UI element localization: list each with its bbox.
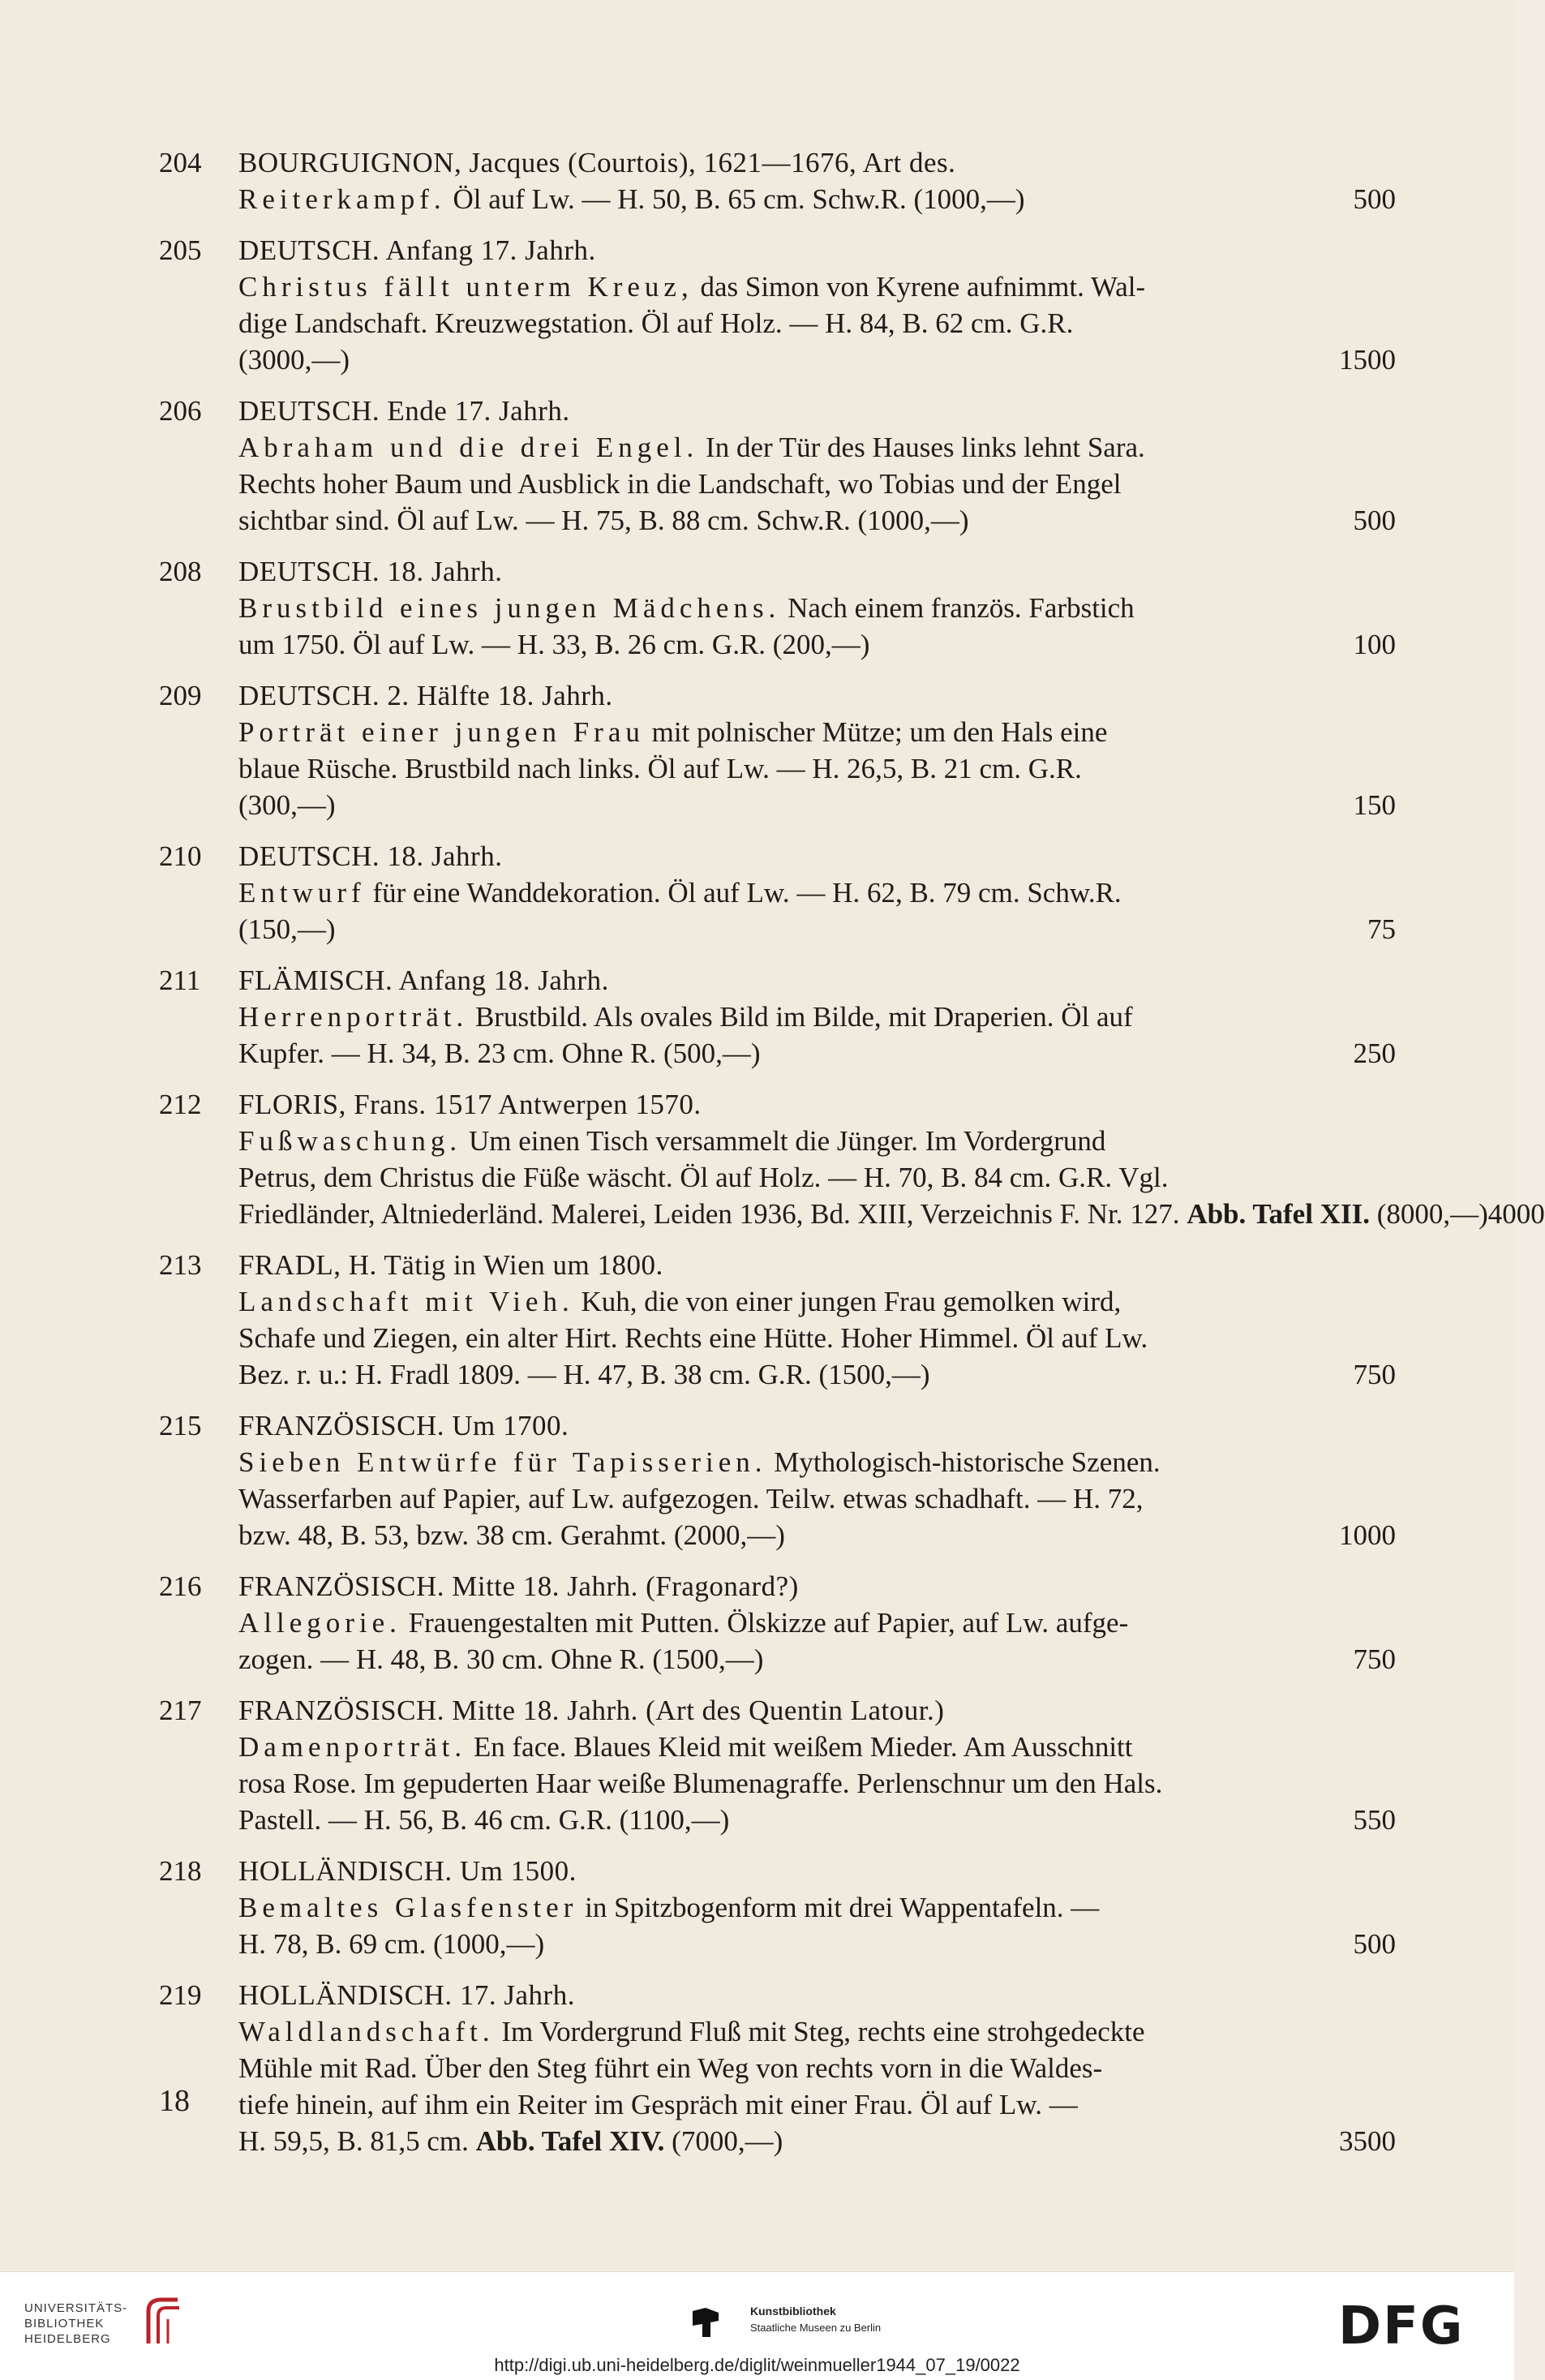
lot-text-line xyxy=(238,1889,1396,1926)
page-number: 18 xyxy=(159,2084,190,2118)
lot-text-line xyxy=(238,750,1396,787)
lot-text-line xyxy=(238,1159,1396,1196)
lot-entry xyxy=(159,1568,1396,1678)
lot-text-line xyxy=(238,305,1396,342)
lot-text: Pastell. — H. 56, B. 46 cm. G.R. (1100,—) xyxy=(238,1804,730,1836)
lot-description xyxy=(238,1853,1396,1962)
lot-title: Damenporträt. xyxy=(238,1731,467,1763)
lot-number: 211 xyxy=(159,964,201,996)
lot-description xyxy=(238,393,1396,539)
lot-text: bzw. 48, B. 53, bzw. 38 cm. Gerahmt. (2000,—) xyxy=(238,1519,785,1551)
lot-artist: FRANZÖSISCH. Mitte 18. Jahrh. (Art des Quentin Latour.) xyxy=(238,1695,945,1726)
lot-entry xyxy=(159,393,1396,539)
lot-artist: FRADL, H. Tätig in Wien um 1800. xyxy=(238,1249,663,1281)
lot-title: Entwurf xyxy=(238,877,366,909)
lot-price: 500 xyxy=(1353,505,1396,536)
lot-title: Sieben Entwürfe für Tapisserien. xyxy=(238,1446,767,1478)
lot-text-line xyxy=(238,1320,1396,1356)
lot-artist: HOLLÄNDISCH. 17. Jahrh. xyxy=(238,1979,575,2011)
lot-entry xyxy=(159,677,1396,823)
lot-description xyxy=(238,1407,1396,1553)
lot-description xyxy=(238,553,1396,663)
lot-list xyxy=(159,144,1545,2174)
lot-text-line xyxy=(238,1196,1545,1232)
lot-artist: FRANZÖSISCH. Mitte 18. Jahrh. (Fragonard?) xyxy=(238,1570,799,1602)
lot-description xyxy=(238,232,1396,378)
lot-text: Schafe und Ziegen, ein alter Hirt. Rechts eine Hütte. Hoher Himmel. Öl auf Lw. xyxy=(238,1322,1148,1354)
lot-price: 100 xyxy=(1353,629,1396,660)
lot-description xyxy=(238,677,1396,823)
lot-description xyxy=(238,144,1396,217)
lot-price: 150 xyxy=(1353,789,1396,821)
lot-text: Friedländer, Altniederländ. Malerei, Leiden 1936, Bd. XIII, Verzeichnis F. Nr. 127. xyxy=(238,1198,1180,1230)
lot-text-line xyxy=(238,1356,1396,1393)
lot-text: dige Landschaft. Kreuzwegstation. Öl auf Holz. — H. 84, B. 62 cm. G.R. xyxy=(238,307,1074,339)
lot-entry xyxy=(159,1853,1396,1962)
lot-text-line xyxy=(238,787,1396,823)
lot-text: Petrus, dem Christus die Füße wäscht. Öl auf Holz. — H. 70, B. 84 cm. G.R. Vgl. xyxy=(238,1162,1169,1193)
lot-description xyxy=(238,962,1396,1072)
lot-number: 208 xyxy=(159,556,202,587)
lot-text-line xyxy=(238,2123,1396,2159)
lot-title: Bemaltes Glasfenster xyxy=(238,1892,578,1923)
lot-text: Um einen Tisch versammelt die Jünger. Im Vordergrund xyxy=(461,1125,1106,1157)
lot-text: H. 59,5, B. 81,5 cm. xyxy=(238,2125,469,2157)
lot-text-line xyxy=(238,999,1396,1035)
lot-text: (300,—) xyxy=(238,789,336,821)
lot-text-line xyxy=(238,911,1396,947)
lot-text-line xyxy=(238,874,1396,911)
lot-title: Herrenporträt. xyxy=(238,1001,469,1033)
lot-text-line xyxy=(238,2013,1396,2050)
lot-description xyxy=(238,1247,1396,1393)
lot-number: 219 xyxy=(159,1979,202,2011)
lot-text: Im Vordergrund Fluß mit Steg, rechts eine strohgedeckte xyxy=(494,2016,1145,2047)
lot-description xyxy=(238,1977,1396,2159)
lot-text-line xyxy=(238,1641,1396,1678)
lot-title: Abraham und die drei Engel. xyxy=(238,432,699,463)
lot-entry xyxy=(159,962,1396,1072)
university-logo-icon xyxy=(142,2295,184,2347)
lot-entry xyxy=(159,1247,1396,1393)
lot-text: mit polnischer Mütze; um den Hals eine xyxy=(644,716,1108,748)
lot-text: H. 78, B. 69 cm. (1000,—) xyxy=(238,1928,545,1960)
lot-price: 250 xyxy=(1353,1037,1396,1069)
lot-artist: DEUTSCH. Anfang 17. Jahrh. xyxy=(238,234,596,266)
lot-price: 4000 xyxy=(1487,1198,1545,1230)
lot-price: 1500 xyxy=(1339,344,1396,376)
lot-text: rosa Rose. Im gepuderten Haar weiße Blumenagraffe. Perlenschnur um den Hals. xyxy=(238,1768,1163,1799)
lot-description xyxy=(238,1086,1545,1232)
lot-text-line xyxy=(238,2086,1396,2123)
lot-text: Kuh, die von einer jungen Frau gemolken wird, xyxy=(573,1286,1122,1317)
lot-text-line xyxy=(238,1926,1396,1962)
lot-number: 209 xyxy=(159,680,202,711)
permalink-url[interactable]: http://digi.ub.uni-heidelberg.de/diglit/weinmueller1944_07_19/0022 xyxy=(494,2355,1020,2375)
lot-text: in Spitzbogenform mit drei Wappentafeln. — xyxy=(577,1892,1100,1923)
lot-entry xyxy=(159,838,1396,947)
lot-estimate: (7000,—) xyxy=(664,2125,783,2157)
lot-entry xyxy=(159,1692,1396,1838)
lot-text: um 1750. Öl auf Lw. — H. 33, B. 26 cm. G.R. (200,—) xyxy=(238,629,870,660)
lot-artist: DEUTSCH. 2. Hälfte 18. Jahrh. xyxy=(238,680,613,711)
lot-price: 500 xyxy=(1353,1928,1396,1960)
lot-price: 750 xyxy=(1353,1359,1396,1390)
lot-price: 500 xyxy=(1353,183,1396,215)
lot-text-line xyxy=(238,1765,1396,1802)
university-library-name: UNIVERSITÄTS- BIBLIOTHEK HEIDELBERG xyxy=(24,2301,128,2346)
lot-number: 213 xyxy=(159,1249,202,1281)
lot-text: blaue Rüsche. Brustbild nach links. Öl auf Lw. — H. 26,5, B. 21 cm. G.R. xyxy=(238,753,1082,784)
lot-estimate: (8000,—) xyxy=(1369,1198,1488,1230)
lot-artist: FLORIS, Frans. 1517 Antwerpen 1570. xyxy=(238,1089,702,1120)
lot-text: Kupfer. — H. 34, B. 23 cm. Ohne R. (500,—) xyxy=(238,1037,761,1069)
lot-artist: FLÄMISCH. Anfang 18. Jahrh. xyxy=(238,964,609,996)
lot-entry xyxy=(159,1086,1545,1232)
lot-text: Mühle mit Rad. Über den Steg führt ein Weg von rechts vorn in die Waldes- xyxy=(238,2052,1103,2084)
lot-title: Allegorie. xyxy=(238,1607,401,1639)
lot-title: Brustbild eines jungen Mädchens. xyxy=(238,592,781,624)
lot-entry xyxy=(159,553,1396,663)
lot-artist: DEUTSCH. 18. Jahrh. xyxy=(238,556,503,587)
lot-text: Nach einem französ. Farbstich xyxy=(780,592,1135,624)
lot-text: Rechts hoher Baum und Ausblick in die Landschaft, wo Tobias und der Engel xyxy=(238,468,1122,500)
lot-description xyxy=(238,1692,1396,1838)
lot-text-line xyxy=(238,502,1396,539)
lot-description xyxy=(238,838,1396,947)
lot-text: En face. Blaues Kleid mit weißem Mieder. Am Ausschnitt xyxy=(466,1731,1133,1763)
lot-text-line xyxy=(238,181,1396,217)
plate-reference: Abb. Tafel XII. xyxy=(1187,1198,1370,1230)
lot-text-line xyxy=(238,342,1396,378)
lot-text-line xyxy=(238,1035,1396,1072)
lot-text-line xyxy=(238,590,1396,626)
lot-entry xyxy=(159,232,1396,378)
lot-text: tiefe hinein, auf ihm ein Reiter im Gespräch mit einer Frau. Öl auf Lw. — xyxy=(238,2089,1078,2120)
lot-text-line xyxy=(238,626,1396,663)
lot-number: 217 xyxy=(159,1695,202,1726)
lot-text: Öl auf Lw. — H. 50, B. 65 cm. Schw.R. (1000,—) xyxy=(445,183,1025,215)
lot-text-line xyxy=(238,1444,1396,1480)
lot-artist: FRANZÖSISCH. Um 1700. xyxy=(238,1410,569,1441)
lot-text-line xyxy=(238,1605,1396,1641)
lot-artist: DEUTSCH. 18. Jahrh. xyxy=(238,840,503,872)
lot-price: 750 xyxy=(1353,1643,1396,1675)
lot-description xyxy=(238,1568,1396,1678)
lot-price: 3500 xyxy=(1339,2125,1396,2157)
lot-number: 218 xyxy=(159,1855,202,1887)
lot-text-line xyxy=(238,2050,1396,2086)
lot-title: Landschaft mit Vieh. xyxy=(238,1286,574,1317)
lot-number: 210 xyxy=(159,840,202,872)
lot-text-line xyxy=(238,466,1396,502)
lot-artist: HOLLÄNDISCH. Um 1500. xyxy=(238,1855,577,1887)
lot-entry xyxy=(159,1977,1396,2159)
lot-text: Bez. r. u.: H. Fradl 1809. — H. 47, B. 38 cm. G.R. (1500,—) xyxy=(238,1359,930,1390)
lot-text: Mythologisch-historische Szenen. xyxy=(766,1446,1161,1478)
lot-number: 216 xyxy=(159,1570,202,1602)
lot-text-line xyxy=(238,1729,1396,1765)
lot-number: 212 xyxy=(159,1089,202,1120)
lot-text-line xyxy=(238,1480,1396,1517)
lot-text: für eine Wanddekoration. Öl auf Lw. — H. 62, B. 79 cm. Schw.R. xyxy=(365,877,1122,909)
lot-artist: BOURGUIGNON, Jacques (Courtois), 1621—1676, Art des. xyxy=(238,147,956,178)
lot-text: zogen. — H. 48, B. 30 cm. Ohne R. (1500,—) xyxy=(238,1643,764,1675)
lot-entry xyxy=(159,1407,1396,1553)
lot-text: sichtbar sind. Öl auf Lw. — H. 75, B. 88 cm. Schw.R. (1000,—) xyxy=(238,505,969,536)
lot-price: 550 xyxy=(1353,1804,1396,1836)
lot-price: 1000 xyxy=(1339,1519,1396,1551)
lot-text-line xyxy=(238,269,1396,305)
lot-text-line xyxy=(238,1283,1396,1320)
lot-text-line xyxy=(238,1802,1396,1838)
lot-title: Christus fällt unterm Kreuz, xyxy=(238,271,693,303)
lot-number: 205 xyxy=(159,234,202,266)
digitization-footer xyxy=(0,2271,1514,2380)
lot-text-line xyxy=(238,1123,1396,1159)
lot-title: Waldlandschaft. xyxy=(238,2016,495,2047)
lot-text: (150,—) xyxy=(238,913,336,945)
lot-text: Frauengestalten mit Putten. Ölskizze auf Papier, auf Lw. aufge- xyxy=(401,1607,1129,1639)
lot-text: das Simon von Kyrene aufnimmt. Wal- xyxy=(693,271,1146,303)
lot-text-line xyxy=(238,429,1396,466)
lot-number: 204 xyxy=(159,147,202,178)
lot-entry xyxy=(159,144,1396,217)
lot-artist: DEUTSCH. Ende 17. Jahrh. xyxy=(238,395,570,427)
lot-text: Wasserfarben auf Papier, auf Lw. aufgezogen. Teilw. etwas schadhaft. — H. 72, xyxy=(238,1483,1144,1514)
lot-text-line xyxy=(238,1517,1396,1553)
lot-text: Brustbild. Als ovales Bild im Bilde, mit Draperien. Öl auf xyxy=(468,1001,1133,1033)
lot-title: Fußwaschung. xyxy=(238,1125,462,1157)
kunstbibliothek-label: Kunstbibliothek Staatliche Museen zu Berlin xyxy=(750,2305,882,2334)
lot-price: 75 xyxy=(1367,913,1396,945)
lot-title: Reiterkampf. xyxy=(238,183,446,215)
lot-text: (3000,—) xyxy=(238,344,350,376)
kunstbibliothek-logo-icon xyxy=(689,2305,722,2340)
lot-number: 215 xyxy=(159,1410,202,1441)
lot-text-line xyxy=(238,714,1396,750)
lot-text: In der Tür des Hauses links lehnt Sara. xyxy=(698,432,1145,463)
dfg-logo: DFG xyxy=(1338,2296,1465,2356)
lot-title: Porträt einer jungen Frau xyxy=(238,716,645,748)
lot-number: 206 xyxy=(159,395,202,427)
plate-reference: Abb. Tafel XIV. xyxy=(475,2125,665,2157)
